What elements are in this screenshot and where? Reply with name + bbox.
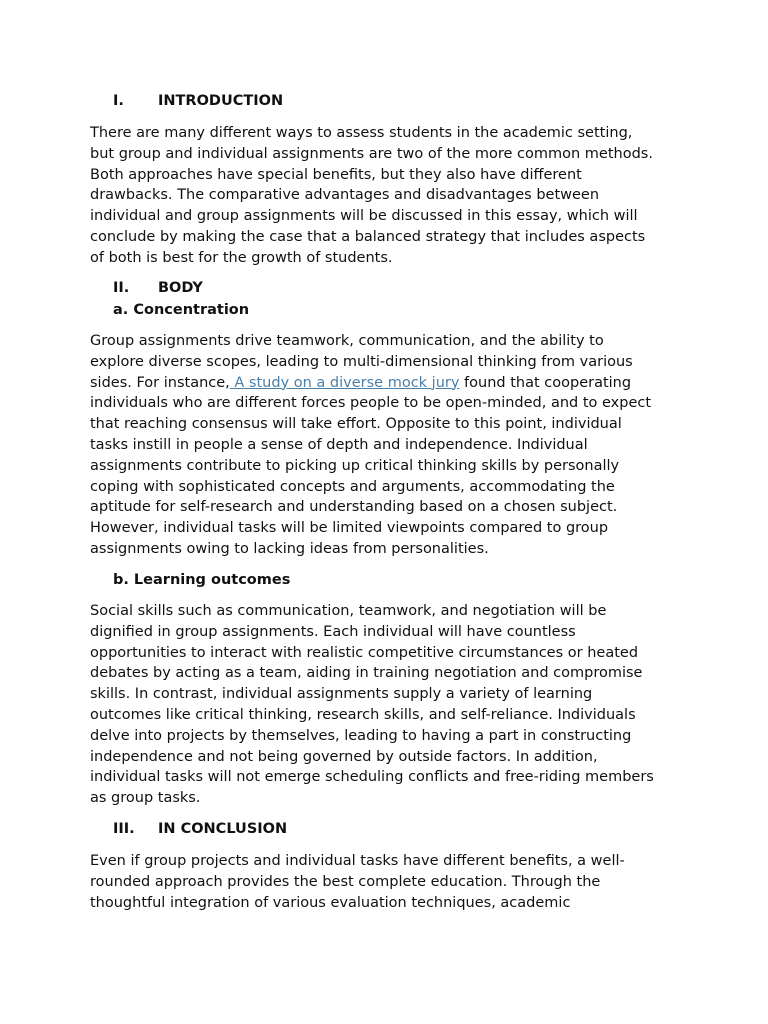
mock-jury-study-link[interactable]: A study on a diverse mock jury [229,374,460,391]
section-title: IN CONCLUSION [158,821,288,837]
text-line: There are many different ways to assess students in the academic setting, [90,125,633,141]
learning-outcomes-paragraph [90,601,685,809]
section-number: II. [113,280,130,296]
concentration-paragraph [90,331,685,560]
text-line: conclude by making the case that a balanced strategy that includes aspects [90,228,646,245]
text-line: opportunities to interact with realistic competitive circumstances or heated [90,644,639,661]
text-line: independence and not being governed by outside factors. In addition, [90,748,598,765]
text-line: skills. In contrast, individual assignments supply a variety of learning [90,686,593,703]
section-number: III. [113,821,135,837]
text-line: that reaching consensus will take effort. Opposite to this point, individual [90,416,622,433]
subheading-concentration: a. Concentration [113,302,250,318]
text-line: but group and individual assignments are two of the more common methods. [90,145,653,162]
text-segment: found that cooperating [459,374,632,391]
introduction-paragraph [90,123,685,269]
conclusion-paragraph [90,851,685,913]
text-line: dignified in group assignments. Each individual will have countless [90,623,576,640]
text-line: coping with sophisticated concepts and arguments, accommodating the [90,478,615,495]
section-title: BODY [158,280,203,296]
text-line: rounded approach provides the best complete education. Through the [90,873,601,890]
text-line: aptitude for self-research and understanding based on a chosen subject. [90,499,618,516]
section-heading-introduction [113,91,283,111]
text-line: Social skills such as communication, teamwork, and negotiation will be [90,603,607,619]
subheading-learning-outcomes: b. Learning outcomes [113,572,291,588]
text-segment: sides. For instance, [90,374,230,391]
text-line: explore diverse scopes, leading to multi-dimensional thinking from various [90,353,633,370]
text-line: However, individual tasks will be limited viewpoints compared to group [90,520,609,537]
section-heading-body [113,278,203,298]
text-line: of both is best for the growth of students. [90,249,393,266]
section-title: INTRODUCTION [158,93,284,109]
text-line: individual and group assignments will be discussed in this essay, which will [90,208,638,225]
text-line: individual tasks will not emerge scheduling conflicts and free-riding members [90,769,654,786]
text-line: as group tasks. [90,790,201,807]
text-line: Group assignments drive teamwork, communication, and the ability to [90,333,604,349]
text-line: delve into projects by themselves, leading to having a part in constructing [90,727,632,744]
text-line: assignments contribute to picking up critical thinking skills by personally [90,457,620,474]
text-line [90,373,685,394]
text-line: tasks instill in people a sense of depth and independence. Individual [90,436,588,453]
text-line: Even if group projects and individual tasks have different benefits, a well- [90,853,625,869]
text-line: debates by acting as a team, aiding in training negotiation and compromise [90,665,643,682]
section-number: I. [113,93,124,109]
section-heading-conclusion [113,819,287,839]
text-line: Both approaches have special benefits, but they also have different [90,166,582,183]
text-line: outcomes like critical thinking, research skills, and self-reliance. Individuals [90,706,636,723]
text-line: individuals who are different forces people to be open-minded, and to expect [90,395,652,412]
text-line: drawbacks. The comparative advantages and disadvantages between [90,187,600,204]
text-line: thoughtful integration of various evaluation techniques, academic [90,894,571,911]
text-line: assignments owing to lacking ideas from personalities. [90,540,489,557]
